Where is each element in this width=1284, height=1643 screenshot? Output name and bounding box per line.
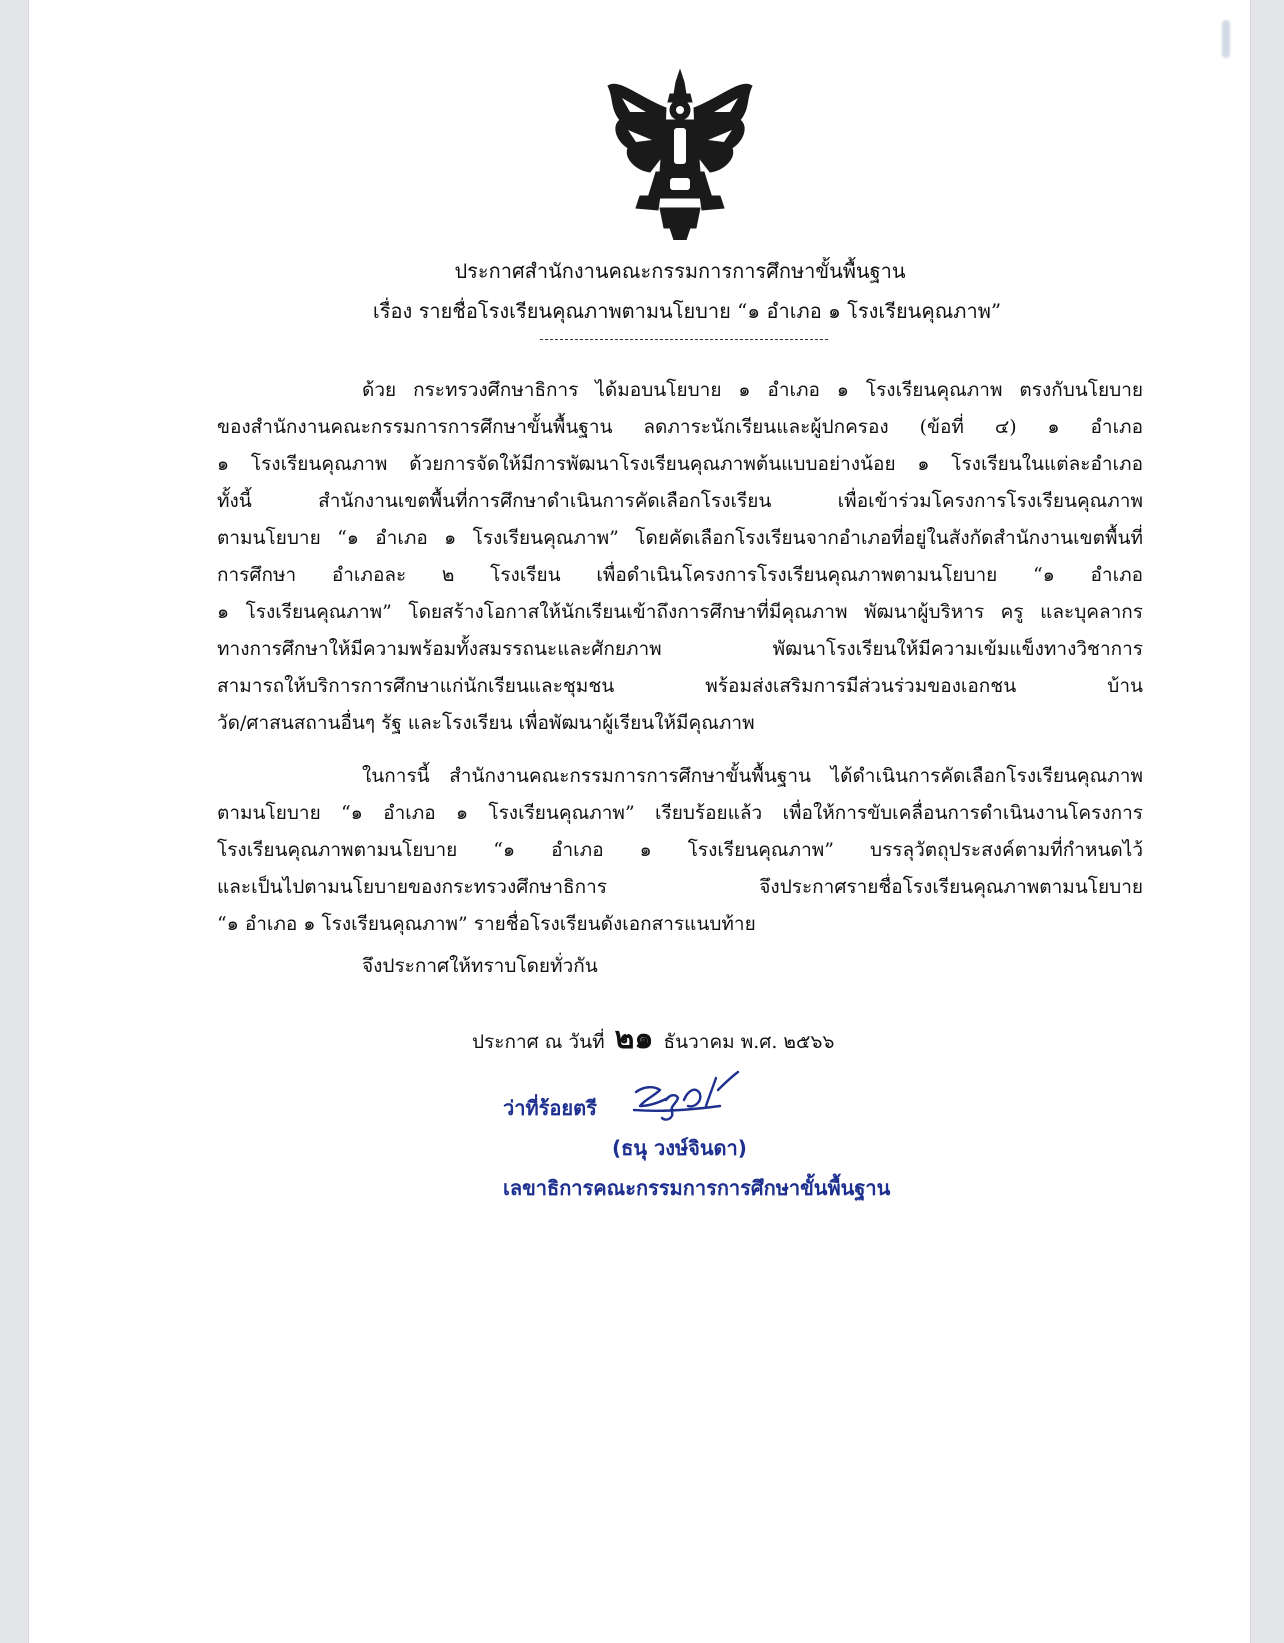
paragraph-line: สามารถให้บริการการศึกษาแก่นักเรียนและชุมชน พร้อมส่งเสริมการมีส่วนร่วมของเอกชน บ้าน <box>217 675 1143 697</box>
paragraph-line: ด้วย กระทรวงศึกษาธิการ ได้มอบนโยบาย ๑ อำเภอ ๑ โรงเรียนคุณภาพ ตรงกับนโยบาย <box>362 379 1143 401</box>
date-prefix: ประกาศ ณ วันที่ <box>472 1031 605 1053</box>
handwritten-signature-icon <box>630 1066 750 1126</box>
closing-statement: จึงประกาศให้ทราบโดยทั่วกัน <box>362 955 598 977</box>
garuda-emblem-icon <box>600 68 760 240</box>
signatory-position: เลขาธิการคณะกรรมการการศึกษาขั้นพื้นฐาน <box>503 1176 891 1200</box>
date-suffix: ธันวาคม พ.ศ. ๒๕๖๖ <box>663 1031 835 1053</box>
signatory-rank: ว่าที่ร้อยตรี <box>503 1096 597 1120</box>
page-edge-mark <box>1222 20 1230 58</box>
paragraph-line: ทางการศึกษาให้มีความพร้อมทั้งสมรรถนะและศักยภาพ พัฒนาโรงเรียนให้มีความเข้มแข็งทางวิชาการ <box>217 638 1143 660</box>
paragraph-line: ตามนโยบาย “๑ อำเภอ ๑ โรงเรียนคุณภาพ” เรียบร้อยแล้ว เพื่อให้การขับเคลื่อนการดำเนินงานโครงการ <box>217 802 1143 824</box>
paragraph-line: ๑ โรงเรียนคุณภาพ ด้วยการจัดให้มีการพัฒนาโรงเรียนคุณภาพต้นแบบอย่างน้อย ๑ โรงเรียนในแต่ละอำเภอ <box>217 453 1143 475</box>
paragraph-line: “๑ อำเภอ ๑ โรงเรียนคุณภาพ” รายชื่อโรงเรียนดังเอกสารแนบท้าย <box>217 913 756 935</box>
date-day: ๒๑ <box>614 1021 654 1056</box>
announcement-date <box>472 1015 834 1062</box>
title-separator <box>540 339 828 340</box>
paragraph-line: ทั้งนี้ สำนักงานเขตพื้นที่การศึกษาดำเนินการคัดเลือกโรงเรียน เพื่อเข้าร่วมโครงการโรงเรียนคุณภาพ <box>217 490 1143 512</box>
paragraph-line: ของสำนักงานคณะกรรมการการศึกษาขั้นพื้นฐาน ลดภาระนักเรียนและผู้ปกครอง (ข้อที่ ๔) ๑ อำเภอ <box>217 416 1143 438</box>
signatory-name: (ธนุ วงษ์จินดา) <box>612 1136 747 1160</box>
paragraph-line: ตามนโยบาย “๑ อำเภอ ๑ โรงเรียนคุณภาพ” โดยคัดเลือกโรงเรียนจากอำเภอที่อยู่ในสังกัดสำนักงานเขตพื้นที่ <box>217 527 1143 549</box>
paragraph-line: ในการนี้ สำนักงานคณะกรรมการการศึกษาขั้นพื้นฐาน ได้ดำเนินการคัดเลือกโรงเรียนคุณภาพ <box>362 765 1143 787</box>
announcement-subject: เรื่อง รายชื่อโรงเรียนคุณภาพตามนโยบาย “๑ อำเภอ ๑ โรงเรียนคุณภาพ” <box>372 299 1002 323</box>
paragraph-line: ๑ โรงเรียนคุณภาพ” โดยสร้างโอกาสให้นักเรียนเข้าถึงการศึกษาที่มีคุณภาพ พัฒนาผู้บริหาร ครู และบุคลากร <box>217 601 1143 623</box>
paragraph-line: วัด/ศาสนสถานอื่นๆ รัฐ และโรงเรียน เพื่อพัฒนาผู้เรียนให้มีคุณภาพ <box>217 712 755 734</box>
paragraph-line: การศึกษา อำเภอละ ๒ โรงเรียน เพื่อดำเนินโครงการโรงเรียนคุณภาพตามนโยบาย “๑ อำเภอ <box>217 564 1143 586</box>
announcement-title: ประกาศสำนักงานคณะกรรมการการศึกษาขั้นพื้นฐาน <box>454 259 906 283</box>
body-paragraph-2 <box>217 758 1143 943</box>
body-paragraph-1 <box>217 372 1143 742</box>
paragraph-line: โรงเรียนคุณภาพตามนโยบาย “๑ อำเภอ ๑ โรงเรียนคุณภาพ” บรรลุวัตถุประสงค์ตามที่กำหนดไว้ <box>217 839 1143 861</box>
paragraph-line: และเป็นไปตามนโยบายของกระทรวงศึกษาธิการ จึงประกาศรายชื่อโรงเรียนคุณภาพตามนโยบาย <box>217 876 1143 898</box>
